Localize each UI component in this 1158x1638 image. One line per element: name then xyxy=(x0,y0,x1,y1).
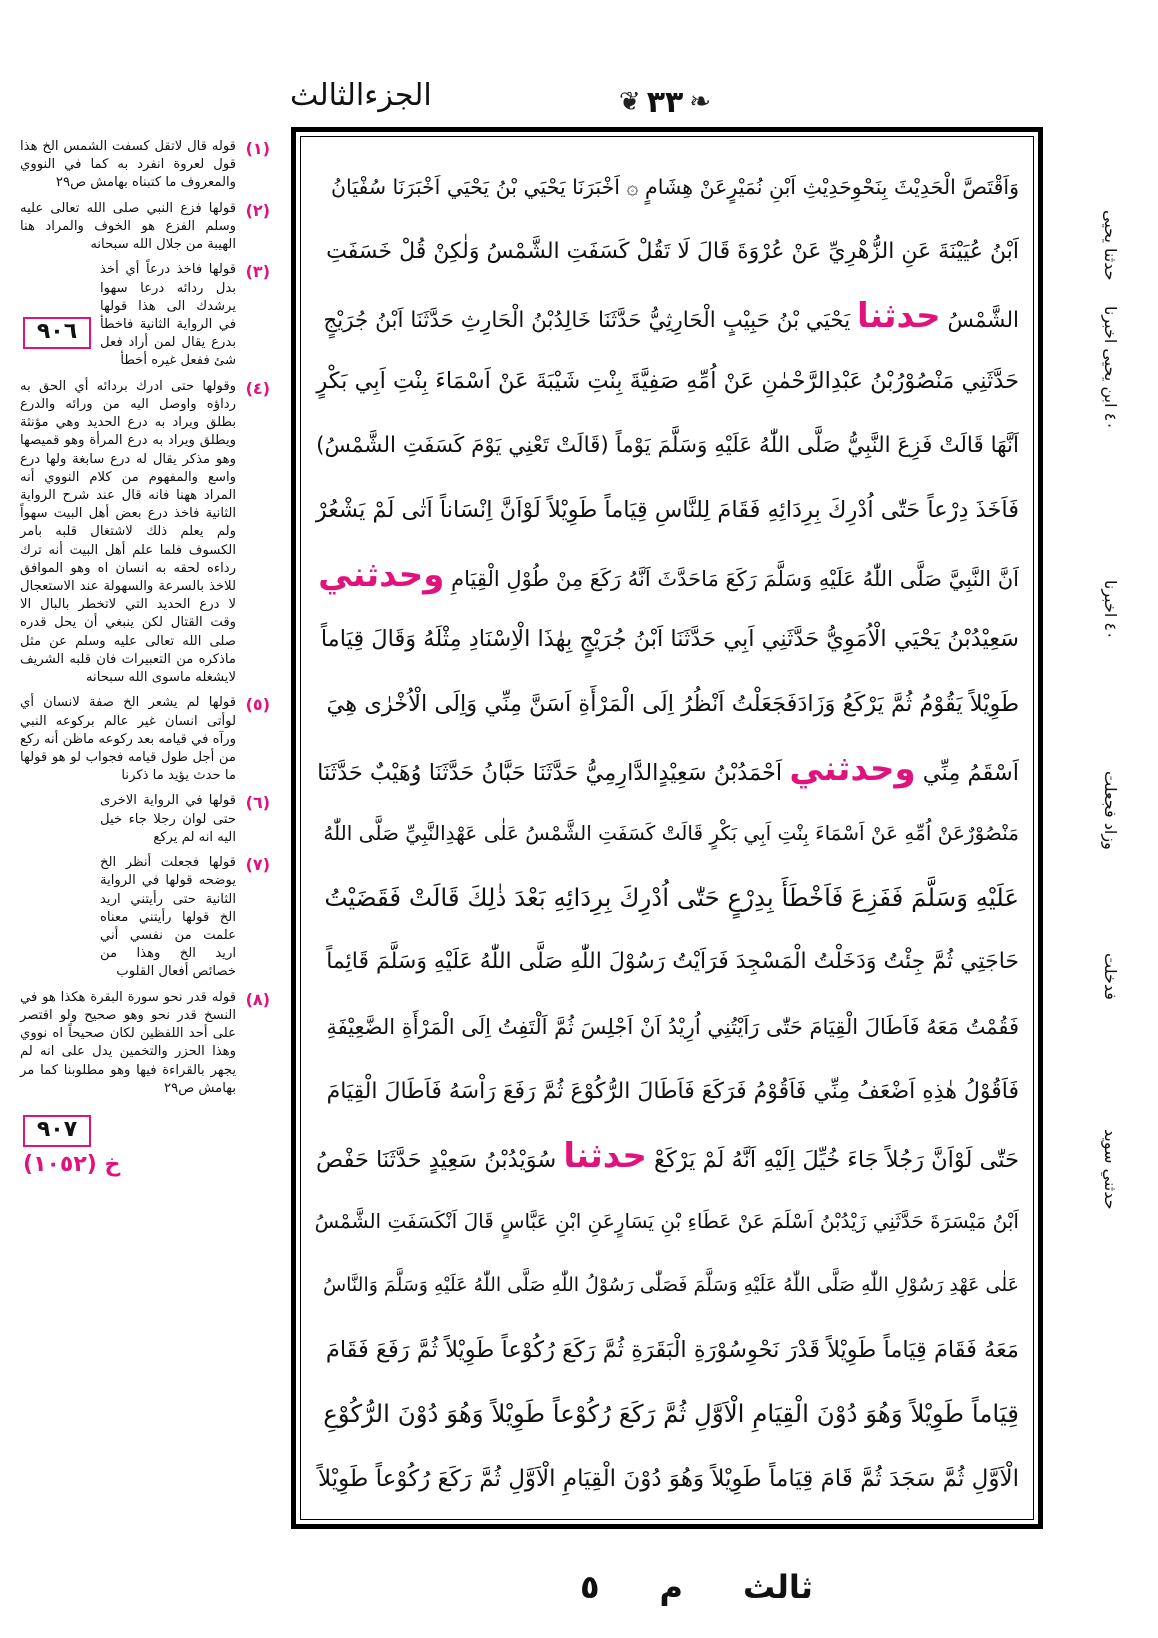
note-number: (١) xyxy=(245,139,270,158)
note-text: قولها فجعلت أنظر الخ يوضحه قولها في الرواية الثانية حتى رأيتني اريد الخ قولها رأيتني معناه علمت من نفسي أني اريد الخ وهذا من خصائص أفعال القلوب xyxy=(100,855,236,980)
text-line: مَعَهُ فَقَامَ قِيَاماً طَوِيْلاً قَدْرَ نَحْوِسُوْرَةِ الْبَقَرَةِ ثُمَّ رَكَعَ رُكُوْعاً طَوِيْلاً ثُمَّ رَفَعَ فَقَامَ xyxy=(325,1336,1019,1363)
right-margin-ref: حدثنا يحيى xyxy=(1101,209,1120,280)
note-text: قولها في الرواية الاخرى حتى لوان رجلا جاء خيل اليه انه لم يركع xyxy=(100,793,236,845)
text-line: فَقُمْتُ مَعَهُ فَاَطَالَ الْقِيَامَ حَتّٰى رَاَيْتُنِي اُرِيْدُ اَنْ اَجْلِسَ ثُمَّ اَلْتَفِتُ اِلَى الْمَرْأَةِ الضَّعِيْفَةِ xyxy=(326,1014,1019,1039)
margin-note xyxy=(20,200,270,255)
juz-title: الجزءالثالث xyxy=(290,78,432,113)
text-line: حَاجَتِي ثُمَّ جِئْتُ وَدَخَلْتُ الْمَسْجِدَ فَرَاَيْتُ رَسُوْلَ اللّٰهِ صَلَّى اللّٰهُ عَلَيْهِ وَسَلَّمَ قَائِماً xyxy=(326,949,1019,975)
margin-note xyxy=(100,854,270,982)
note-text: قوله قدر نحو سورة البقرة هكذا هو في النسخ قدر نحو وهو صحيح ولو اقتصر على أحد اللفظين لكان صحيحاً اه نووي وهذا الحزر والتخمين يدل على انه لم يجهر بالقراءة فيها وهو مطلوبنا كما مر بهامش ص٢٩ xyxy=(20,989,236,1096)
text-line: الْاَوَّلِ ثُمَّ سَجَدَ ثُمَّ قَامَ قِيَاماً طَوِيْلاً وَهُوَ دُوْنَ الْقِيَامِ الْاَوَّلِ ثُمَّ رَكَعَ رُكُوْعاً طَوِيْلاً xyxy=(317,1465,1019,1492)
hadith-number-box: ٩٠٧ xyxy=(23,1115,91,1147)
right-margin-ref: وزاد فجعلت xyxy=(1101,771,1120,850)
text-line: اَنَّ النَّبِيَّ صَلَّى اللّٰهُ عَلَيْهِ وَسَلَّمَ رَكَعَ مَاحَدَّثَ اَنَّهُ رَكَعَ مِنْ طُوْلِ الْقِيَامِ وحدثني xyxy=(318,554,1019,595)
text-line: عَلَيْهِ وَسَلَّمَ فَفَزِعَ فَاَخْطَأَ بِدِرْعٍ حَتّٰى اُدْرِكَ بِرِدَائِهِ بَعْدَ ذٰلِكَ قَالَتْ فَقَضَيْتُ xyxy=(324,882,1019,912)
text-line: الشَّمْسُ حدثنا يَحْيَي بْنُ حَبِيْبٍ الْحَارِثِيُّ حَدَّثَنَا خَالِدُبْنُ الْحَارِثِ حَدَّثَنَا اَبْنُ جُرَيْجٍ xyxy=(323,296,1019,337)
text-line: حَتّٰى لَوْاَنَّ رَجُلاً جَاءَ خُيِّلَ اِلَيْهِ اَنَّهُ لَمْ يَرْكَعْ حدثنا سُوَيْدُبْنُ سَعِيْدٍ حَدَّثَنَا حَفْصُ xyxy=(316,1136,1019,1177)
variant-number: خ (١٠٥٢) xyxy=(23,1152,121,1177)
margin-note xyxy=(20,138,270,193)
margin-note xyxy=(20,694,270,785)
text-line: اَنَّهَا قَالَتْ فَزِعَ النَّبِيُّ صَلَّى اللّٰهُ عَلَيْهِ وَسَلَّمَ يَوْماً (قَالَتْ تَعْنِي يَوْمَ كَسَفَتِ الشَّمْسُ) xyxy=(316,432,1019,458)
note-number: (٦) xyxy=(245,793,270,813)
right-margin-ref: فدخلت xyxy=(1101,953,1120,1000)
text-line: اَبْنُ عُيَيْنَةَ عَنِ الزُّهْرِيِّ عَنْ عُرْوَةَ قَالَ لَا تَقُلْ كَسَفَتِ الشَّمْسُ وَلٰكِنْ قُلْ خَسَفَتِ xyxy=(326,238,1019,264)
note-number: (٥) xyxy=(245,695,270,715)
right-margin-ref: ٤٠ ابن يحيى اخبرنا xyxy=(1101,306,1120,430)
text-line: فَاَخَذَ دِرْعاً حَتّٰى اُدْرِكَ بِرِدَائِهِ فَقَامَ لِلنَّاسِ قِيَاماً طَوِيْلاً لَوْاَنَّ اِنْسَاناً اَتٰى لَمْ يَشْعُرْ xyxy=(315,497,1019,524)
text-line: مَنْصُوْرٌعَنْ اُمِّهِ عَنْ اَسْمَاءَ بِنْتِ اَبِي بَكْرٍ قَالَتْ كَسَفَتِ الشَّمْسُ عَلٰى عَهْدِالنَّبِيِّ صَلَّى اللّٰهُ xyxy=(323,821,1019,846)
margin-notes xyxy=(20,138,270,1105)
text-line: طَوِيْلاً يَقُوْمُ ثُمَّ يَرْكَعُ وَزَادَفَجَعَلْتُ اَنْظُرُ اِلَى الْمَرْأَةِ اَسَنَّ مِنِّي وَاِلَى الْاُخْرٰى هِيَ xyxy=(326,690,1019,717)
note-text: قولها لم يشعر الخ صفة لانسان أي لوأتى انسان غير عالم بركوعه النبي ورآه في قيامه بعد ركوعه ماظن أنه ركع من أجل طول قيامه فجواب لو هو قولها ما حدث يؤيد ما ذكرنا xyxy=(20,695,236,784)
text-line: وَاَقْتَصَّ الْحَدِيْثَ بِنَحْوِحَدِيْثِ اَبْنِ نُمَيْرٍعَنْ هِشَامٍ ۞ اَخْبَرَنَا يَحْيَي بْنُ يَحْيَي اَخْبَرَنَا سُفْيَانُ xyxy=(331,175,1019,200)
note-number: (٢) xyxy=(245,200,270,220)
hadith-number-box: ٩٠٦ xyxy=(23,317,91,349)
footer-sheet: ٥ xyxy=(580,1568,600,1606)
text-line: حَدَّثَنِي مَنْصُوْرُبْنُ عَبْدِالرَّحْمٰنِ عَنْ اُمِّهِ صَفِيَّةَ بِنْتِ شَيْبَةَ عَنْ اَسْمَاءَ بِنْتِ اَبِي بَكْرٍ xyxy=(316,367,1019,394)
text-line: عَلٰى عَهْدِ رَسُوْلِ اللّٰهِ صَلَّى اللّٰهُ عَلَيْهِ وَسَلَّمَ فَصَلّٰى رَسُوْلُ اللّٰهِ صَلَّى اللّٰهُ عَلَيْهِ وَسَلَّمَ وَالنَّاسُ xyxy=(322,1273,1019,1296)
note-text: قوله قال لاتقل كسفت الشمس الخ هذا قول لعروة انفرد به كما في النووي والمعروف ما كتبناه بهامش ص٢٩ xyxy=(20,139,236,191)
note-number: (٧) xyxy=(245,855,270,875)
text-line: اَسْقَمُ مِنِّي وحدثني اَحْمَدُبْنُ سَعِيْدٍالدَّارِمِيُّ حَدَّثَنَا حَبَّانُ حَدَّثَنَا وُهَيْبٌ حَدَّثَنَا xyxy=(317,748,1019,789)
margin-note xyxy=(20,378,270,688)
text-line: اَبْنُ مَيْسَرَةَ حَدَّثَنِي زَيْدُبْنُ اَسْلَمَ عَنْ عَطَاءِ بْنِ يَسَارٍعَنِ ابْنِ عَبَّاسٍ قَالَ اَنْكَسَفَتِ الشَّمْسُ xyxy=(315,1208,1019,1233)
margin-note xyxy=(100,792,270,847)
right-margin-ref: حدثني سويد xyxy=(1101,1129,1120,1210)
note-text: قولها فزع النبي صلى الله تعالى عليه وسلم الفزع هو الخوف والمراد هنا الهيبة من جلال الله سبحانه xyxy=(20,200,236,253)
margin-note xyxy=(20,989,270,1098)
text-line: قِيَاماً طَوِيْلاً وَهُوَ دُوْنَ الْقِيَامِ الْاَوَّلِ ثُمَّ رَكَعَ رُكُوْعاً طَوِيْلاً وَهُوَ دُوْنَ الرُّكُوْعِ xyxy=(323,1399,1019,1429)
ornament-icon: ❧ xyxy=(689,87,712,117)
margin-note xyxy=(100,261,270,370)
note-text: قولها فاخذ درعاً أي أخذ بدل ردائه درعا سهوا يرشدك الى هذا قولها في الرواية الثانية فاخطأ بدرع يقال لمن أراد فعل شئ ففعل غيره أخطأ xyxy=(100,262,236,369)
note-text: وقولها حتى ادرك بردائه أي الحق به رداؤه واوصل اليه من ورائه والدرع بطلق ويراد به درع الحديد وهي مؤنثة ويطلق ويراد به درع المرأة وهو قميصها وهو مذكر يقال له درع سابغة ولها درع واسع والمفهوم من كلام النووي أنه المراد ههنا فانه قال عند شرح الرواية الثانية فاخذ درع بعض أهل البيت سهواً ولم يعلم ذلك لاشتغال قلبه بامر الكسوف فلما علم أهل البيت أنه ترك رداءه لحقه به انسان اه وهو الموافق للاخذ بالسرعة والسهولة عند الاستعجال لا درع الحديد التي لاتخطر بالبال الا وقت القتال لكن ينبغي أن يحل قدره صلى الله تعالى عليه وسلم عن مثل ماذكره من التعبيرات فان قلبه الشريف لايشغله ماسوى الله سبحانه xyxy=(20,378,236,686)
footer-part: ثالث xyxy=(742,1568,813,1606)
right-margin-ref: ٤٠ اخبرنا xyxy=(1101,580,1120,640)
text-line: فَاَقُوْلُ هٰذِهِ اَضْعَفُ مِنِّي فَاَقُوْمُ فَرَكَعَ فَاَطَالَ الرُّكُوْعَ ثُمَّ رَفَعَ رَاْسَهُ فَاَطَالَ الْقِيَامَ xyxy=(326,1078,1019,1104)
page-number-value: ۳۳ xyxy=(646,84,684,120)
note-number: (٨) xyxy=(245,989,270,1009)
footer-m: م xyxy=(659,1568,683,1606)
note-number: (٤) xyxy=(245,378,270,398)
page-number xyxy=(600,84,730,120)
main-text-frame xyxy=(291,127,1043,1529)
text-line: سَعِيْدُبْنُ يَحْيَي الْاُمَوِيُّ حَدَّثَنِي اَبِي حَدَّثَنَا اَبْنُ جُرَيْجٍ بِهٰذَا الْاِسْنَادِ مِثْلَهُ وَقَالَ قِيَاماً xyxy=(320,626,1019,653)
note-number: (٣) xyxy=(245,262,270,282)
main-text xyxy=(300,136,1034,1520)
ornament-icon: ❦ xyxy=(618,87,641,117)
page-footer xyxy=(580,1568,813,1606)
